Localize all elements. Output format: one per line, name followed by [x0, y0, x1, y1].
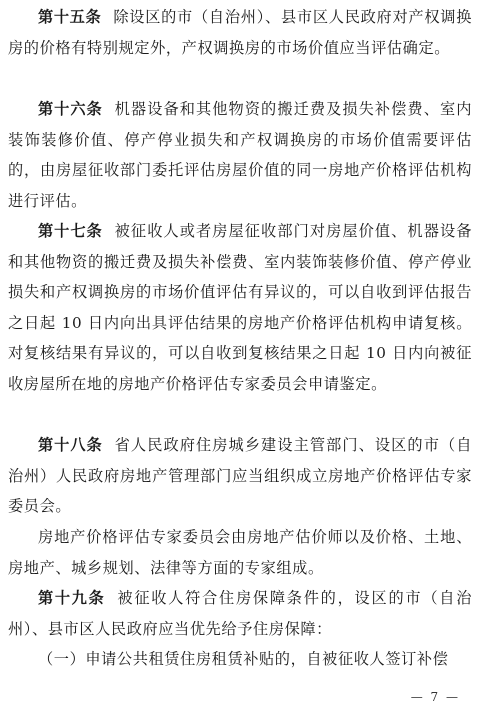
item-text: （一）申请公共租赁住房租赁补贴的，自被征收人签订补偿 [38, 650, 449, 668]
article-15 [8, 2, 472, 63]
article-number: 第十六条 [38, 100, 103, 118]
page-number: — 7 — [410, 690, 460, 704]
article-17 [8, 216, 472, 399]
article-text: 被征收人符合住房保障条件的，设区的市（自治州）、县市区人民政府应当优先给予住房保障： [8, 589, 472, 638]
article-19-item-1 [8, 644, 472, 675]
article-number: 第十九条 [38, 589, 106, 607]
article-text: 被征收人或者房屋征收部门对房屋价值、机器设备和其他物资的搬迁费及损失补偿费、室内装饰装修价值、停产停业损失和产权调换房的市场价值评估有异议的，可以自收到评估报告之日起 10 日内向出具评估结果的房地产价格评估机构申请复核。对复核结果有异议的，可以自收到复核结果之日起 10 日内向被征收房屋所在地的房地产价格评估专家委员会申请鉴定。 [8, 222, 473, 393]
article-number: 第十五条 [38, 8, 102, 26]
article-16 [8, 94, 472, 216]
paragraph-text: 房地产价格评估专家委员会由房地产估价师以及价格、土地、房地产、城乡规划、法律等方面的专家组成。 [8, 528, 472, 577]
article-19 [8, 583, 472, 644]
article-number: 第十八条 [38, 436, 103, 454]
article-text: 机器设备和其他物资的搬迁费及损失补偿费、室内装饰装修价值、停产停业损失和产权调换房的市场价值需要评估的，由房屋征收部门委托评估房屋价值的同一房地产价格评估机构进行评估。 [8, 100, 473, 210]
article-18 [8, 430, 472, 522]
article-text: 除设区的市（自治州）、县市区人民政府对产权调换房的价格有特别规定外，产权调换房的市场价值应当评估确定。 [8, 8, 473, 57]
article-18-paragraph-2 [8, 522, 472, 583]
article-number: 第十七条 [38, 222, 103, 240]
article-text: 省人民政府住房城乡建设主管部门、设区的市（自治州）人民政府房地产管理部门应当组织成立房地产价格评估专家委员会。 [8, 436, 473, 515]
